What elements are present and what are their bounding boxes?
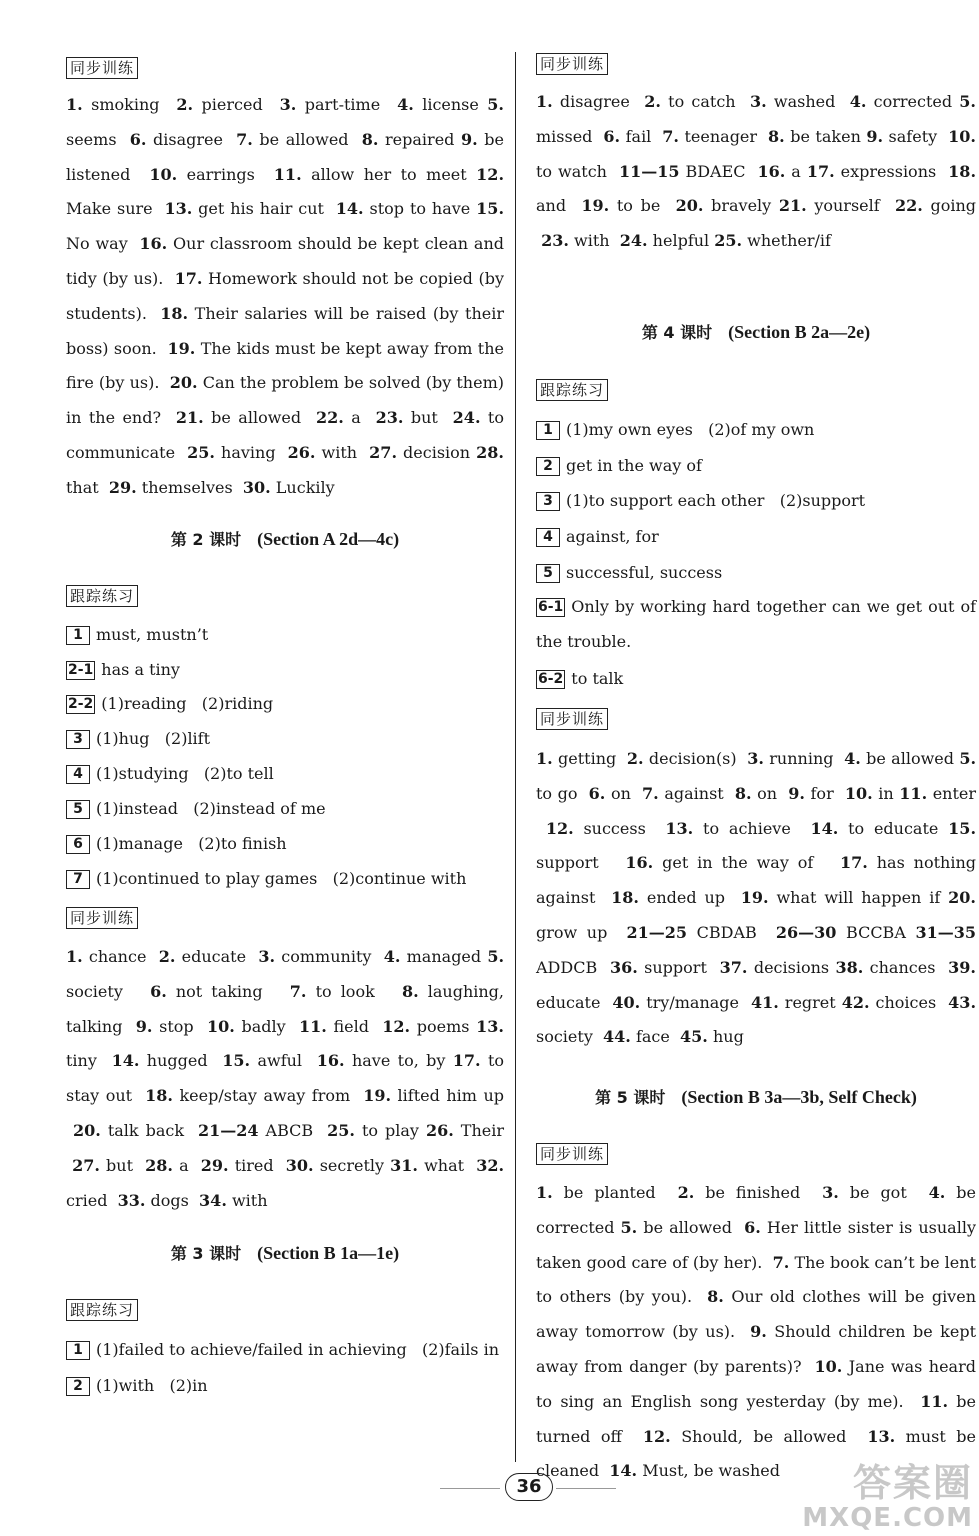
answer-line: 6 (1)manage (2)to finish [66, 833, 504, 855]
answer-line: 2 get in the way of [536, 455, 976, 477]
answer-line: 2-1 has a tiny [68, 660, 180, 679]
section-tag-sync-practice: 同步训练 [536, 1143, 608, 1165]
answer-line: 4 against, for [536, 526, 976, 548]
answers-block: 1. chance 2. educate 3. community 4. managed 5. society 6. not taking 7. to look 8. laughing, talking 9. stop 10. badly 11. field 12. poems 13. tiny 14. hugged 15. awful 16. have to, by 17. to stay out 18. keep/stay away from 19. lifted him up 20. talk back 21—24 ABCB 25. to play 26. Their 27. but 28. a 29. tired 30. secretly 31. what 32. cried 33. dogs 34. with [66, 947, 505, 1210]
lesson-heading: 第 3 课时 (Section B 1a—1e) [170, 1243, 400, 1263]
section-tag-tracking-practice: 跟踪练习 [66, 1299, 138, 1321]
answer-line: 4 (1)studying (2)to tell [66, 763, 504, 785]
lesson-heading: 第 4 课时 (Section B 2a—2e) [641, 322, 871, 342]
answer-line: 6-1 Only by working hard together can we get out of the trouble. [536, 597, 976, 651]
answer-line: 1 (1)my own eyes (2)of my own [536, 419, 976, 441]
answer-line: 1 must, mustn’t [66, 624, 504, 646]
page-number-rule-left [440, 1488, 500, 1489]
lesson-heading: 第 2 课时 (Section A 2d—4c) [170, 529, 400, 549]
watermark-logo: 答案圈 [852, 1461, 973, 1505]
watermark-url: MXQE.COM [802, 1503, 973, 1533]
lesson-heading: 第 5 课时 (Section B 3a—3b, Self Check) [595, 1087, 917, 1107]
answers-block: 1. disagree 2. to catch 3. washed 4. corrected 5. missed 6. fail 7. teenager 8. be taken 9. safety 10. to watch 11—15 BDAEC 16. a 17. expressions 18. and 19. to be 20. bravely 21. yourself 22. going 23. with 24. helpful 25. whether/if [536, 92, 977, 251]
answer-line: 5 successful, success [536, 562, 976, 584]
answer-line: 2-2 (1)reading (2)riding [68, 694, 274, 713]
page-number-rule-right [556, 1488, 616, 1489]
section-tag-tracking-practice: 跟踪练习 [536, 379, 608, 401]
answer-line: 2 (1)with (2)in [66, 1375, 504, 1397]
section-tag-sync-practice: 同步训练 [66, 57, 138, 79]
answer-line: 3 (1)to support each other (2)support [536, 490, 976, 512]
section-tag-sync-practice: 同步训练 [536, 53, 608, 75]
watermark [802, 1462, 973, 1532]
answer-line: 6-2 to talk [538, 669, 624, 688]
answer-line: 5 (1)instead (2)instead of me [66, 798, 504, 820]
page-number: 36 [505, 1473, 553, 1501]
answers-block: 1. getting 2. decision(s) 3. running 4. be allowed 5. to go 6. on 7. against 8. on 9. for 10. in 11. enter 12. success 13. to achieve 14. to educate 15. support 16. get in the way of 17. has nothing against 18. ended up 19. what will happen if 20. grow up 21—25 CBDAB 26—30 BCCBA 31—35 ADDCB 36. support 37. decisions 38. chances 39. educate 40. try/manage 41. regret 42. choices 43. society 44. face 45. hug [536, 749, 977, 1047]
section-tag-sync-practice: 同步训练 [536, 708, 608, 730]
column-divider [515, 52, 516, 1462]
answer-line: 1 (1)failed to achieve/failed in achieving (2)fails in [66, 1339, 504, 1361]
answer-line: 7 (1)continued to play games (2)continue with [66, 868, 504, 890]
answers-block: 1. smoking 2. pierced 3. part-time 4. license 5. seems 6. disagree 7. be allowed 8. repaired 9. be listened 10. earrings 11. allow her to meet 12. Make sure 13. get his hair cut 14. stop to have 15. No way 16. Our classroom should be kept clean and tidy (by us). 17. Homework should not be copied (by students). 18. Their salaries will be raised (by their boss) soon. 19. The kids must be kept away from the fire (by us). 20. Can the problem be solved (by them) in the end? 21. be allowed 22. a 23. but 24. to communicate 25. having 26. with 27. decision 28. that 29. themselves 30. Luckily [66, 95, 505, 497]
answer-line: 3 (1)hug (2)lift [66, 728, 504, 750]
answers-block: 1. be planted 2. be finished 3. be got 4. be corrected 5. be allowed 6. Her little sister is usually taken good care of (by her). 7. The book can’t be lent to others (by you). 8. Our old clothes will be given away tomorrow (by us). 9. Should children be kept away from danger (by parents)? 10. Jane was heard to sing an English song yesterday (by me). 11. be turned off 12. Should, be allowed 13. must be cleaned 14. Must, be washed [536, 1183, 977, 1481]
section-tag-tracking-practice: 跟踪练习 [66, 585, 138, 607]
section-tag-sync-practice: 同步训练 [66, 907, 138, 929]
